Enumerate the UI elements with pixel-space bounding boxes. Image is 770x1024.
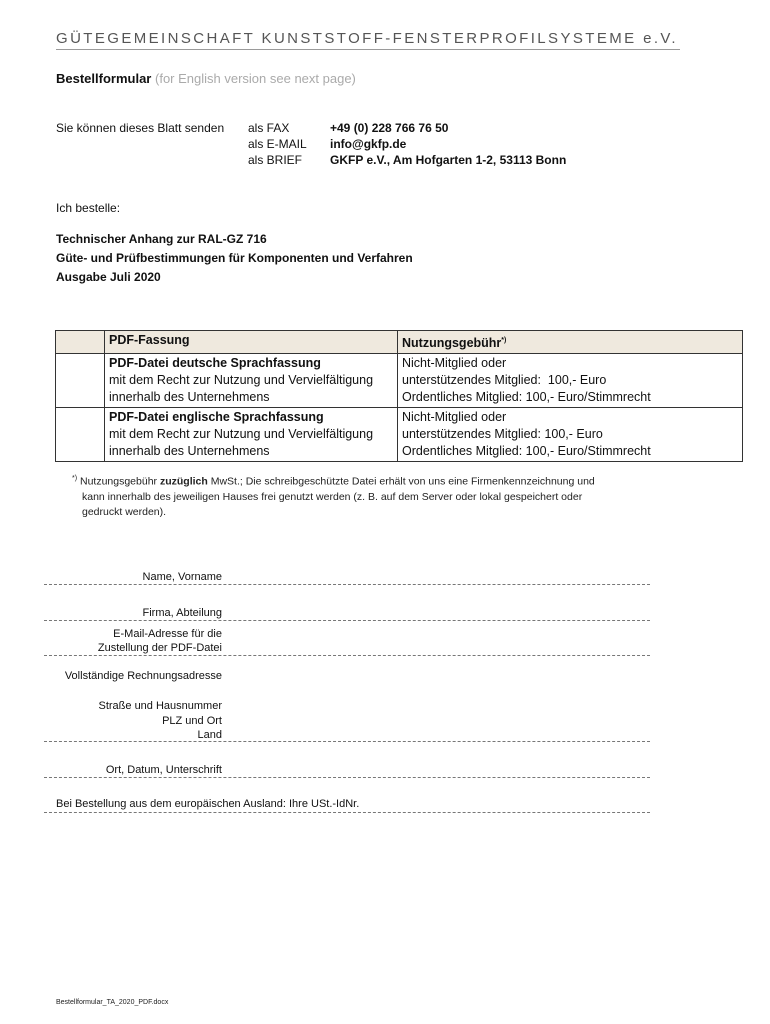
footnote-pre: Nutzungsgebühr — [77, 475, 160, 488]
product-line-2: Güte- und Prüfbestimmungen für Komponenten und Verfahren — [56, 251, 413, 265]
format-desc-german-2: innerhalb des Unternehmens — [109, 390, 270, 405]
email-field[interactable] — [44, 655, 650, 656]
title-note: (for English version see next page) — [155, 71, 356, 86]
billing-address-field[interactable] — [44, 741, 650, 742]
fee-german-1: Nicht-Mitglied oder — [402, 356, 507, 371]
footnote-mark: *) — [72, 475, 78, 482]
header-fee-mark: *) — [501, 337, 507, 344]
table-header-row — [56, 331, 743, 354]
footer-filename: Bestellformular_TA_2020_PDF.docx — [56, 999, 169, 1006]
footnote-line-1 — [72, 471, 672, 490]
header-fee-label: Nutzungsgebühr — [402, 336, 502, 351]
format-desc-german-1: mit dem Recht zur Nutzung und Vervielfältigung — [109, 373, 374, 388]
format-desc-english-1: mit dem Recht zur Nutzung und Vervielfältigung — [109, 427, 374, 442]
company-field[interactable] — [44, 620, 650, 621]
fee-cell-german — [398, 354, 743, 408]
postal-address: GKFP e.V., Am Hofgarten 1-2, 53113 Bonn — [330, 153, 567, 167]
name-field[interactable] — [44, 584, 650, 585]
company-label: Firma, Abteilung — [142, 607, 222, 619]
email-label-1: E-Mail-Adresse für die — [113, 628, 222, 640]
order-checkbox-german[interactable] — [56, 354, 105, 408]
footnote-bold: zuzüglich — [159, 475, 208, 488]
fax-number: +49 (0) 228 766 76 50 — [330, 121, 449, 135]
billing-address-label: Vollständige Rechnungsadresse — [64, 670, 222, 682]
pricing-table — [55, 330, 743, 462]
order-label: Ich bestelle: — [56, 201, 121, 215]
table-row-german — [56, 354, 743, 408]
header-format: PDF-Fassung — [105, 331, 398, 354]
country-label: Land — [197, 729, 222, 741]
send-method-email: als E-MAIL — [248, 137, 307, 151]
footnote-line-2: kann innerhalb des jeweiligen Hauses frei genutzt werden (z. B. auf dem Server oder lokal gespeichert oder — [82, 490, 583, 503]
format-title-english: PDF-Datei englische Sprachfassung — [109, 410, 324, 425]
footnote-line-3: gedruckt werden). — [82, 505, 167, 518]
vat-id-label: Bei Bestellung aus dem europäischen Ausland: Ihre USt.-IdNr. — [56, 798, 360, 810]
header-fee — [398, 331, 743, 354]
send-method-fax: als FAX — [248, 121, 290, 135]
organization-header: GÜTEGEMEINSCHAFT KUNSTSTOFF-FENSTERPROFILSYSTEME e.V. — [56, 30, 678, 47]
fee-cell-english — [398, 408, 743, 462]
product-line-3: Ausgabe Juli 2020 — [56, 270, 161, 284]
fee-german-2: unterstützendes Mitglied: 100,- Euro — [402, 373, 607, 388]
title-main: Bestellformular — [56, 71, 152, 86]
footnote-post: MwSt.; Die schreibgeschützte Datei erhält von uns eine Firmenkennzeichnung und — [207, 475, 595, 488]
header-checkbox-column — [56, 331, 105, 354]
footnote — [72, 471, 672, 520]
vat-id-field[interactable] — [44, 812, 650, 813]
table-row-english — [56, 408, 743, 462]
name-label: Name, Vorname — [142, 571, 222, 583]
format-cell-english — [105, 408, 398, 462]
fee-english-2: unterstützendes Mitglied: 100,- Euro — [402, 427, 603, 442]
email-address: info@gkfp.de — [330, 137, 407, 151]
page-title — [56, 71, 356, 86]
signature-field[interactable] — [44, 777, 650, 778]
fee-english-3: Ordentliches Mitglied: 100,- Euro/Stimmrecht — [402, 444, 651, 459]
order-checkbox-english[interactable] — [56, 408, 105, 462]
signature-label: Ort, Datum, Unterschrift — [105, 764, 222, 776]
format-title-german: PDF-Datei deutsche Sprachfassung — [109, 356, 321, 371]
product-line-1: Technischer Anhang zur RAL-GZ 716 — [56, 232, 267, 246]
email-label-2: Zustellung der PDF-Datei — [97, 642, 222, 654]
format-desc-english-2: innerhalb des Unternehmens — [109, 444, 270, 459]
fee-german-3: Ordentliches Mitglied: 100,- Euro/Stimmrecht — [402, 390, 651, 405]
send-method-letter: als BRIEF — [248, 153, 303, 167]
send-intro: Sie können dieses Blatt senden — [56, 121, 225, 135]
format-cell-german — [105, 354, 398, 408]
header-divider — [56, 49, 680, 50]
city-label: PLZ und Ort — [162, 715, 222, 727]
street-label: Straße und Hausnummer — [98, 700, 222, 712]
fee-english-1: Nicht-Mitglied oder — [402, 410, 507, 425]
